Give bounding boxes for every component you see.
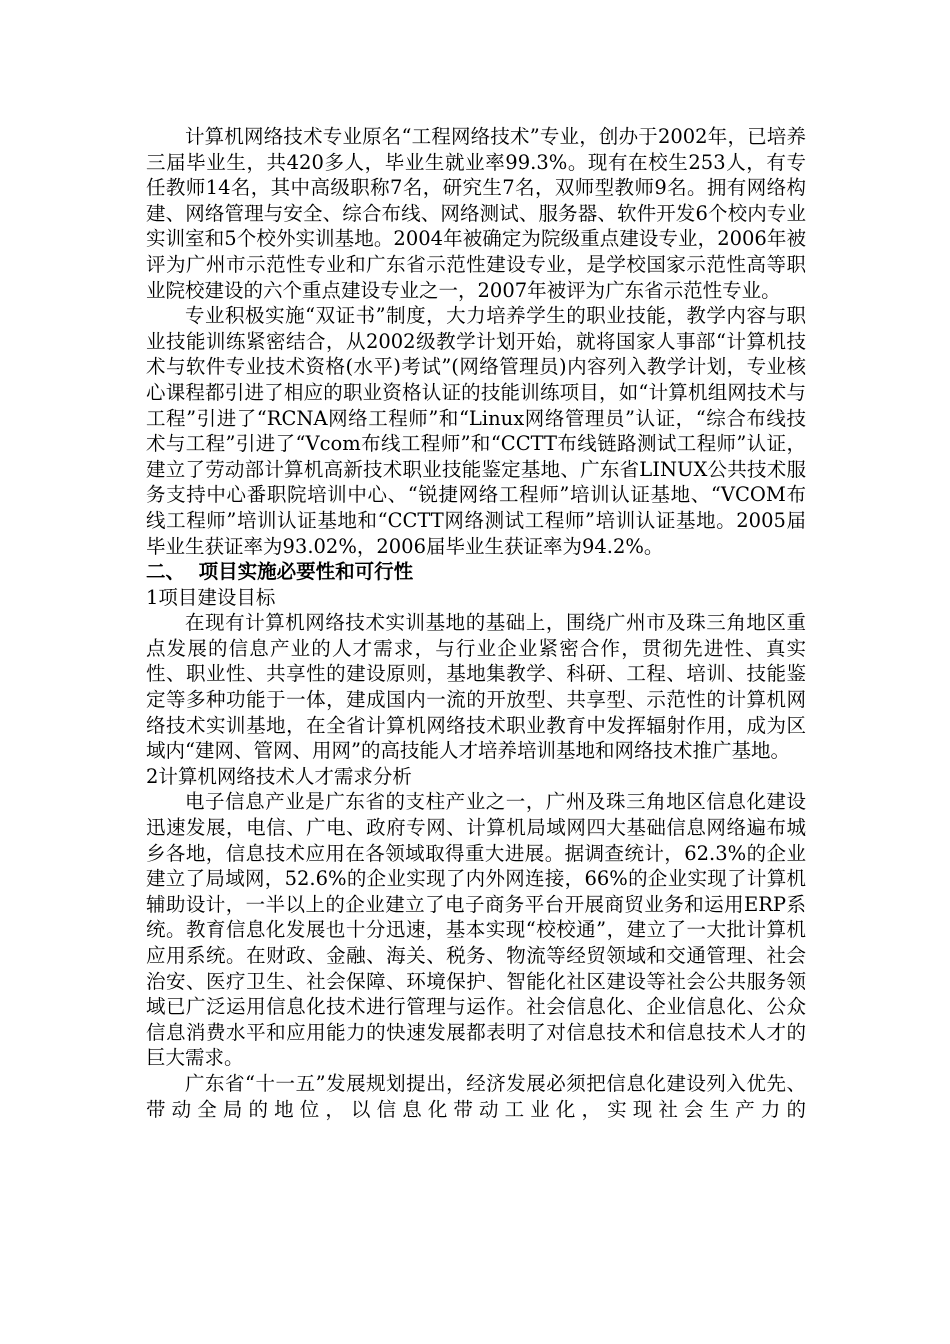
- subsection-2-paragraph-1: 电子信息产业是广东省的支柱产业之一，广州及珠三角地区信息化建设迅速发展，电信、广电、政府专网、计算机局域网四大基础信息网络遍布城乡各地，信息技术应用在各领域取得重大进展。据调查统计，62.3%的企业建立了局域网，52.6%的企业实现了内外网连接，66%的企业实现了计算机辅助设计，一半以上的企业建立了电子商务平台开展商贸业务和运用ERP系统。教育信息化发展也十分迅速，基本实现“校校通”，建立了一大批计算机应用系统。在财政、金融、海关、税务、物流等经贸领域和交通管理、社会治安、医疗卫生、社会保障、环境保护、智能化社区建设等社会公共服务领域已广泛运用信息化技术进行管理与运作。社会信息化、企业信息化、公众信息消费水平和应用能力的快速发展都表明了对信息技术和信息技术人才的巨大需求。: [146, 790, 806, 1070]
- subsection-2-title: 2计算机网络技术人才需求分析: [146, 764, 412, 788]
- subsection-2-paragraph-2: 广东省“十一五”发展规划提出，经济发展必须把信息化建设列入优先、带动全局的地位，以信息化带动工业化，实现社会生产力的: [146, 1071, 806, 1121]
- intro-paragraph-1: 计算机网络技术专业原名“工程网络技术”专业，创办于2002年，已培养三届毕业生，共420多人，毕业生就业率99.3%。现有在校生253人，有专任教师14名，其中高级职称7名，研究生7名，双师型教师9名。拥有网络构建、网络管理与安全、综合布线、网络测试、服务器、软件开发6个校内专业实训室和5个校外实训基地。2004年被确定为院级重点建设专业，2006年被评为广州市示范性专业和广东省示范性建设专业，是学校国家示范性高等职业院校建设的六个重点建设专业之一，2007年被评为广东省示范性专业。: [146, 125, 806, 302]
- section-heading: 二、 项目实施必要性和可行性: [146, 560, 414, 584]
- subsection-1-title: 1项目建设目标: [146, 585, 276, 609]
- subsection-1-paragraph: 在现有计算机网络技术实训基地的基础上，围绕广州市及珠三角地区重点发展的信息产业的人才需求，与行业企业紧密合作，贯彻先进性、真实性、职业性、共享性的建设原则，基地集教学、科研、工程、培训、技能鉴定等多种功能于一体，建成国内一流的开放型、共享型、示范性的计算机网络技术实训基地，在全省计算机网络技术职业教育中发挥辐射作用，成为区域内“建网、管网、用网”的高技能人才培养培训基地和网络技术推广基地。: [146, 611, 806, 763]
- document-body: [146, 124, 806, 1122]
- intro-paragraph-2: 专业积极实施“双证书”制度，大力培养学生的职业技能，教学内容与职业技能训练紧密结合，从2002级教学计划开始，就将国家人事部“计算机技术与软件专业技术资格(水平)考试”(网络管理员)内容列入教学计划，专业核心课程都引进了相应的职业资格认证的技能训练项目，如“计算机组网技术与工程”引进了“RCNA网络工程师”和“Linux网络管理员”认证，“综合布线技术与工程”引进了“Vcom布线工程师”和“CCTT布线链路测试工程师”认证，建立了劳动部计算机高新技术职业技能鉴定基地、广东省LINUX公共技术服务支持中心番职院培训中心、“锐捷网络工程师”培训认证基地、“VCOM布线工程师”培训认证基地和“CCTT网络测试工程师”培训认证基地。2005届毕业生获证率为93.02%，2006届毕业生获证率为94.2%。: [146, 304, 806, 558]
